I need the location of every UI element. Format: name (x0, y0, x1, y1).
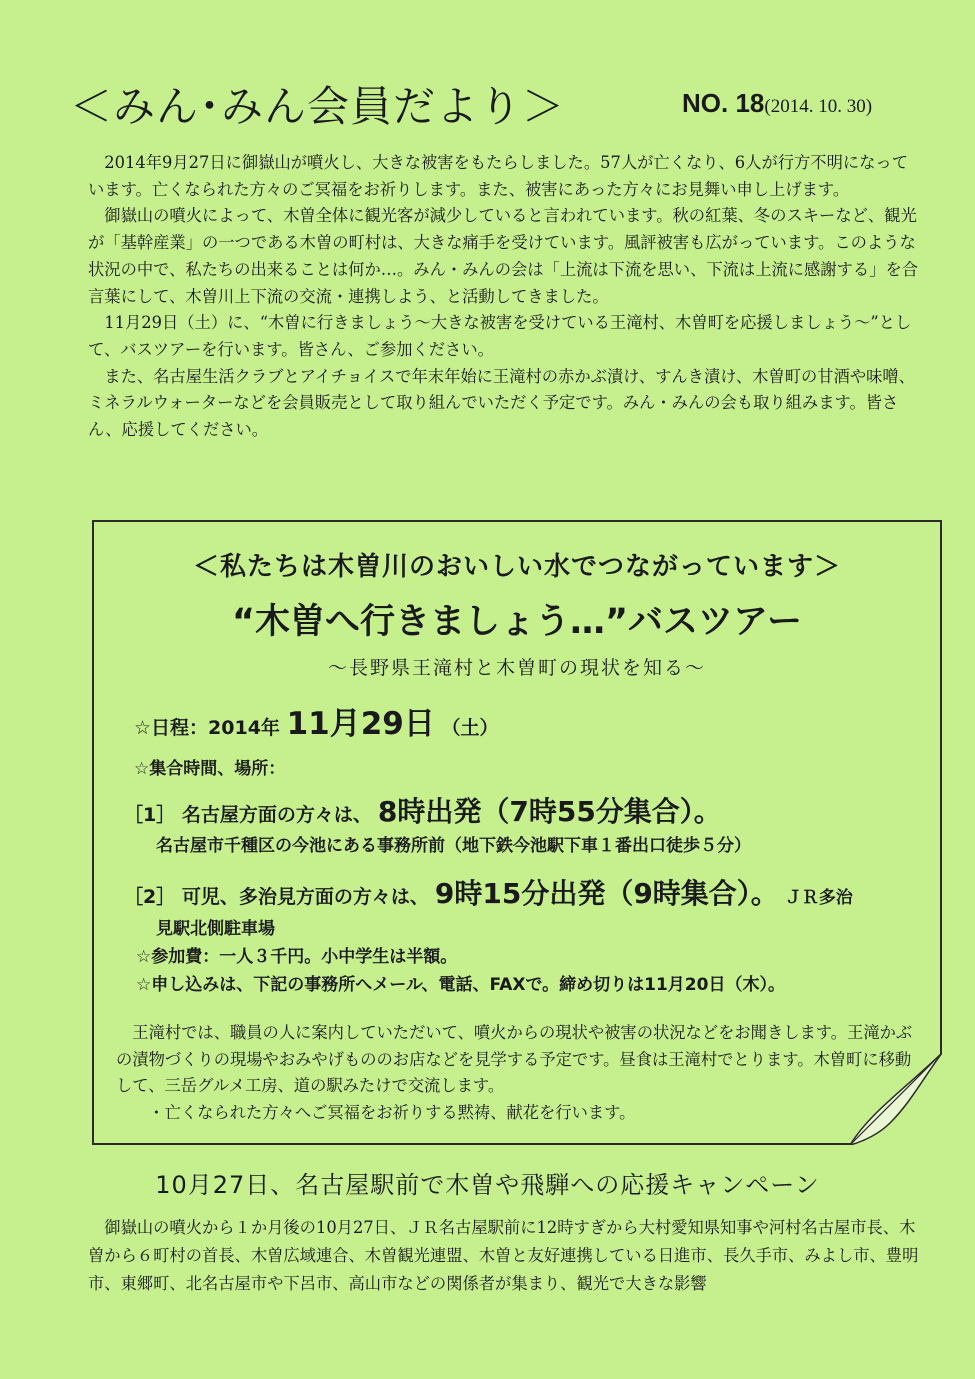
campaign-text (88, 1214, 923, 1298)
issue-info (682, 88, 872, 119)
tour-subtitle: ＜私たちは木曽川のおいしい水でつながっています＞ (192, 552, 841, 582)
schedule-label: ☆日程： (134, 717, 209, 739)
option-2-place: 見駅北側駐車場 (156, 919, 275, 939)
meeting-label: ☆集合時間、場所： (134, 759, 286, 779)
option-2-tag: ［2］ (124, 886, 176, 908)
page-curl-icon (850, 1053, 942, 1145)
campaign-heading: 10月27日、名古屋駅前で木曽や飛騨への応援キャンペーン (155, 1171, 820, 1199)
option-1-place: 名古屋市千種区の今池にある事務所前（地下鉄今池駅下車１番出口徒歩５分） (156, 836, 751, 856)
newsletter-title: ＜みん･みん会員だより＞ (70, 82, 566, 131)
intro-paragraph: 御嶽山の噴火によって、木曽全体に観光客が減少していると言われています。秋の紅葉、冬のスキーなど、観光が「基幹産業」の一つである木曽の町村は、大きな痛手を受けています。風評被害も広がっています。このような状況の中で、私たちの出来ることは何か…。みん・みんの会は「上流は下流を思い、下流は上流に感謝する」を合言葉にして、木曽川上下流の交流・連携しよう、と活動してきました。 (88, 206, 919, 306)
schedule-year: 2014年 (208, 717, 280, 739)
option-2-time: 9時15分出発（9時集合）。 (434, 877, 779, 910)
tour-schedule (134, 698, 498, 743)
issue-date: (2014. 10. 30) (764, 96, 873, 117)
schedule-option-2 (124, 872, 853, 912)
campaign-paragraph: 御嶽山の噴火から１か月後の10月27日、ＪＲ名古屋駅前に12時すぎから大村愛知県知事や河村名古屋市長、木曽から６町村の首長、木曽広域連合、木曽観光連盟、木曽と友好連携している日進市、長久手市、みよし市、豊明市、東郷町、北名古屋市や下呂市、高山市などの関係者が集まり、観光で大きな影響 (88, 1218, 919, 1293)
tour-description-text: 王滝村では、職員の人に案内していただいて、噴火からの現状や被害の状況などをお聞きします。王滝かぶの漬物づくりの現場やおみやげもののお店などを見学する予定です。昼食は王滝村でとります。木曽町に移動して、三岳グルメ工房、道の駅みたけで交流します。 (116, 1023, 913, 1095)
intro-text (88, 150, 923, 444)
option-2-lead: 可児、多治見方面の方々は、 (181, 886, 429, 908)
schedule-date: 11月29日 (286, 706, 435, 742)
apply-info: ☆申し込みは、下記の事務所へメール、電話、FAXで。締め切りは11月20日（木）。 (136, 975, 785, 995)
option-1-tag: ［1］ (124, 804, 176, 826)
intro-paragraph: 2014年9月27日に御嶽山が噴火し、大きな被害をもたらしました。57人が亡くなり、6人が行方不明になっています。亡くなられた方々のご冥福をお祈りします。また、被害にあった方々にお見舞い申し上げます。 (88, 153, 908, 199)
tour-memorial-note: ・亡くなられた方々へご冥福をお祈りする黙祷、献花を行います。 (148, 1102, 636, 1122)
tour-main-title: “木曽へ行きましょう…”バスツアー (232, 602, 802, 642)
bus-tour-box (92, 520, 942, 1145)
schedule-day: （土） (441, 717, 499, 739)
tour-description (116, 1020, 916, 1126)
option-1-lead: 名古屋方面の方々は、 (181, 804, 372, 826)
fee-info: ☆参加費：一人３千円。小中学生は半額。 (136, 947, 458, 967)
intro-paragraph: また、名古屋生活クラブとアイチョイスで年末年始に王滝村の赤かぶ漬け、すんき漬け、木曽町の甘酒や味噌、ミネラルウォーターなどを会員販売として取り組んでいただく予定です。みん・みんの会も取り組みます。皆さん、応援してください。 (88, 366, 915, 440)
issue-number: NO. 18 (682, 88, 765, 118)
schedule-option-1 (124, 790, 722, 830)
option-2-tail: ＪＲ多治 (784, 888, 853, 908)
intro-paragraph: 11月29日（土）に、“木曽に行きましょう～大きな被害を受けている王滝村、木曽町を応援しましょう～”として、バスツアーを行います。皆さん、ご参加ください。 (88, 313, 912, 359)
tour-subtitle-2: ～長野県王滝村と木曽町の現状を知る～ (327, 657, 706, 679)
option-1-time: 8時出発（7時55分集合）。 (377, 795, 722, 828)
